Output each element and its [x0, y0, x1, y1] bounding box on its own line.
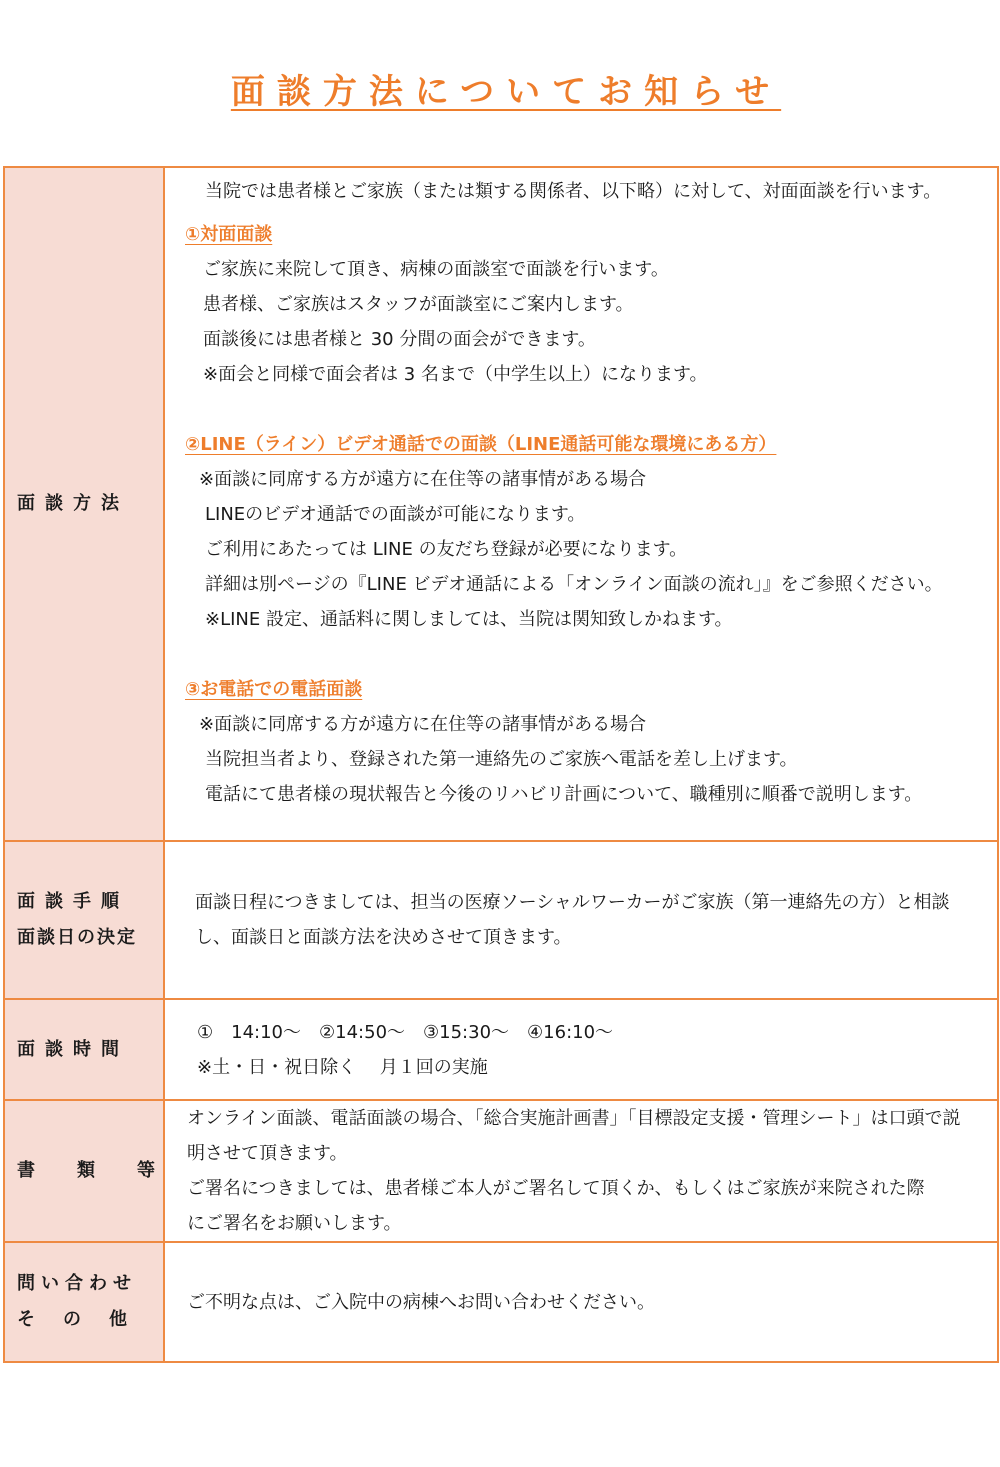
documents-text-line: ご署名につきましては、患者様ご本人がご署名して頂くか、もしくはご家族が来院された際 — [187, 1178, 925, 1199]
table-row-contact — [4, 1242, 998, 1362]
documents-text-line: 明させて頂きます。 — [187, 1143, 348, 1164]
list-item: ※面談に同席する方が遠方に在住等の諸事情がある場合 — [199, 714, 647, 735]
table-row-method — [4, 167, 998, 841]
list-item: ご利用にあたっては LINE の友だち登録が必要になります。 — [205, 539, 688, 560]
row-content-method — [164, 167, 998, 841]
row-label-method: 面談方法 — [4, 167, 164, 841]
list-item: ※LINE 設定、通話料に関しましては、当院は関知致しかねます。 — [205, 609, 733, 630]
row-label-documents: 書類等 — [4, 1100, 164, 1242]
table-row-documents — [4, 1100, 998, 1242]
row-content-documents — [164, 1100, 998, 1242]
row-content-time — [164, 999, 998, 1100]
list-item: 詳細は別ページの『LINE ビデオ通話による「オンライン面談の流れ」』をご参照ください。 — [205, 574, 943, 595]
list-item: ※面談に同席する方が遠方に在住等の諸事情がある場合 — [199, 469, 647, 490]
contact-text: ご不明な点は、ご入院中の病棟へお問い合わせください。 — [187, 1291, 655, 1313]
list-item: ご家族に来院して頂き、病棟の面談室で面談を行います。 — [203, 259, 669, 280]
time-slots: ① 14:10～ ②14:50～ ③15:30～ ④16:10～ — [197, 1021, 614, 1043]
list-item: LINEのビデオ通話での面談が可能になります。 — [205, 504, 586, 525]
time-note: ※土・日・祝日除く 月１回の実施 — [197, 1056, 488, 1078]
row-label-procedure: 面談手順 面談日の決定 — [4, 841, 164, 999]
list-item: 面談後には患者様と 30 分間の面会ができます。 — [203, 329, 596, 350]
row-label-time: 面談時間 — [4, 999, 164, 1100]
table-row-time — [4, 999, 998, 1100]
list-item: 患者様、ご家族はスタッフが面談室にご案内します。 — [203, 294, 634, 315]
page-title: 面談方法についてお知らせ — [230, 72, 782, 112]
section-heading-line-video: ②LINE（ライン）ビデオ通話での面談（LINE通話可能な環境にある方） — [185, 434, 777, 455]
row-label-contact: 問い合わせ その他 — [4, 1242, 164, 1362]
list-item: ※面会と同様で面会者は 3 名まで（中学生以上）になります。 — [203, 364, 708, 385]
documents-text-line: オンライン面談、電話面談の場合、「総合実施計画書」「目標設定支援・管理シート」は口頭で説 — [187, 1108, 961, 1129]
documents-text-line: にご署名をお願いします。 — [187, 1213, 402, 1234]
intro-text: 当院では患者様とご家族（または類する関係者、以下略）に対して、対面面談を行います。 — [205, 181, 942, 202]
row-content-contact — [164, 1242, 998, 1362]
procedure-text-line: 面談日程につきましては、担当の医療ソーシャルワーカーがご家族（第一連絡先の方）と相談 — [195, 892, 950, 913]
table-row-procedure — [4, 841, 998, 999]
procedure-text-line: し、面談日と面談方法を決めさせて頂きます。 — [195, 927, 572, 948]
section-heading-in-person: ①対面面談 — [185, 224, 273, 245]
notice-table — [3, 166, 999, 1363]
section-heading-phone: ③お電話での電話面談 — [185, 679, 363, 700]
list-item: 当院担当者より、登録された第一連絡先のご家族へ電話を差し上げます。 — [205, 749, 798, 770]
row-content-procedure — [164, 841, 998, 999]
list-item: 電話にて患者様の現状報告と今後のリハビリ計画について、職種別に順番で説明します。 — [205, 784, 923, 805]
